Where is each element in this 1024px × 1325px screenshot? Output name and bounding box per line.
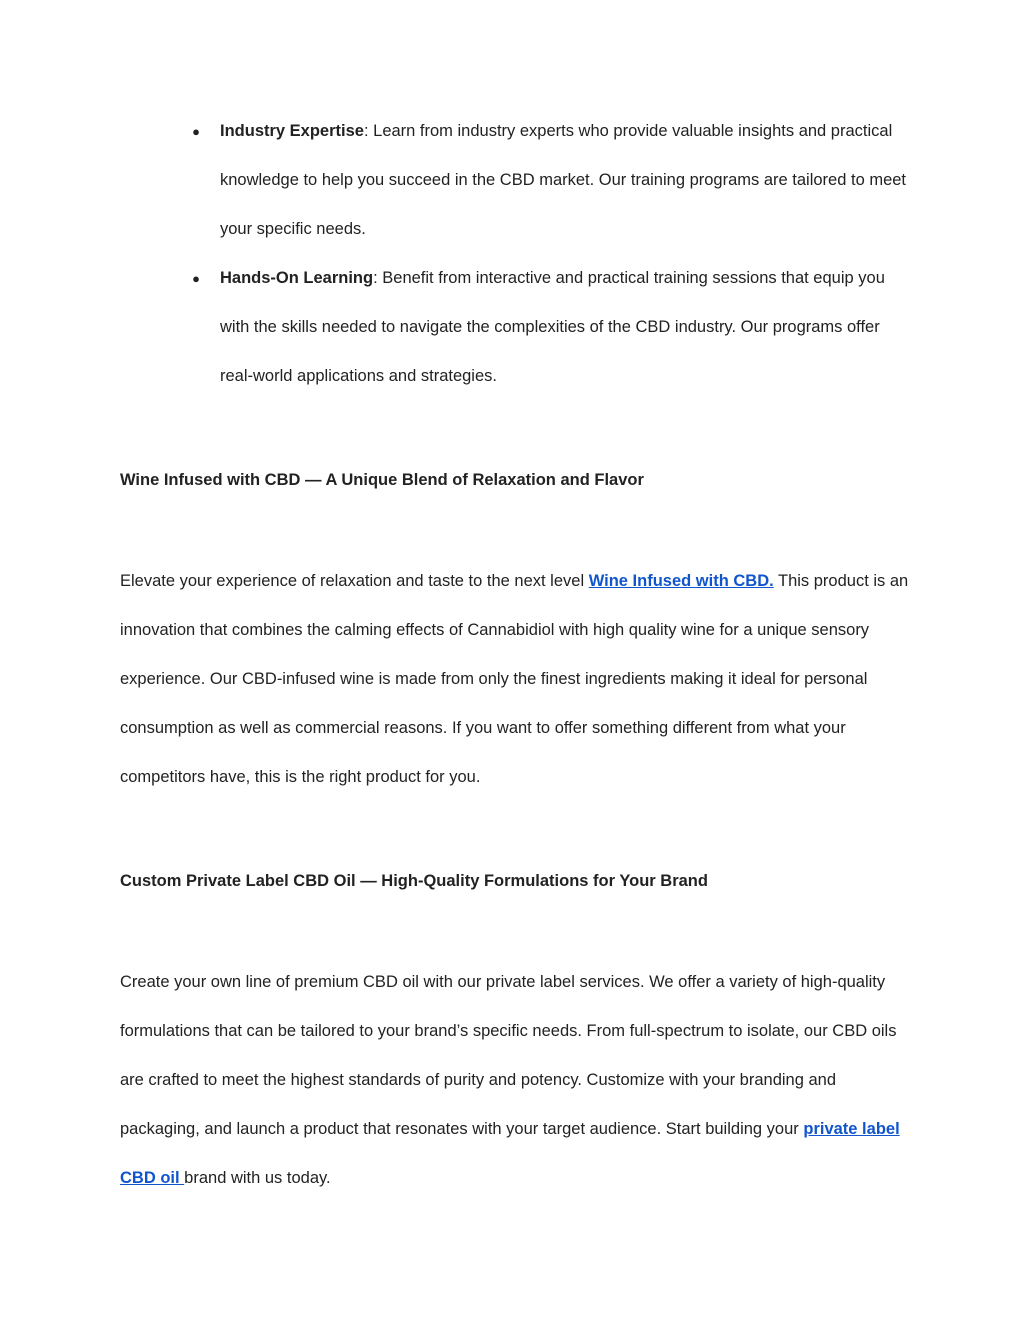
oil-text-after-link: brand with us today. bbox=[184, 1169, 331, 1187]
wine-text-after-link: This product is an innovation that combines the calming effects of Cannabidiol with high quality wine for a unique sensory experience. Our CBD-infused wine is made from only the finest ingredients making it ideal for personal consumption as well as commercial reasons. If you want to offer something different from what your competitors have, this is the right product for you. bbox=[120, 572, 909, 786]
wine-section-paragraph bbox=[120, 557, 910, 802]
bullet-industry-expertise bbox=[186, 107, 916, 254]
bullet-title: Industry Expertise bbox=[220, 122, 364, 140]
feature-bullet-list bbox=[186, 107, 916, 401]
bullet-marker: ● bbox=[192, 271, 200, 286]
oil-section-paragraph bbox=[120, 958, 910, 1203]
wine-text-before-link: Elevate your experience of relaxation and taste to the next level bbox=[120, 572, 589, 590]
private-label-cbd-oil-link[interactable]: private label CBD oil bbox=[120, 1120, 900, 1187]
oil-text-before-link: Create your own line of premium CBD oil with our private label services. We offer a variety of high-quality formulations that can be tailored to your brand’s specific needs. From full-spectrum to isolate, our CBD oils are crafted to meet the highest standards of purity and potency. Customize with your branding and packaging, and launch a product that resonates with your target audience. Start building your bbox=[120, 973, 897, 1138]
bullet-marker: ● bbox=[192, 124, 200, 139]
bullet-text: : Learn from industry experts who provide valuable insights and practical knowledge to help you succeed in the CBD market. Our training programs are tailored to meet your specific needs. bbox=[220, 122, 907, 238]
wine-section-heading: Wine Infused with CBD — A Unique Blend of Relaxation and Flavor bbox=[120, 471, 644, 489]
wine-infused-cbd-link[interactable]: Wine Infused with CBD. bbox=[588, 572, 774, 590]
bullet-title: Hands-On Learning bbox=[220, 269, 374, 287]
bullet-text: : Benefit from interactive and practical training sessions that equip you with the skills needed to navigate the complexities of the CBD industry. Our programs offer real-world applications and strategies. bbox=[220, 269, 885, 385]
oil-section-heading: Custom Private Label CBD Oil — High-Quality Formulations for Your Brand bbox=[120, 872, 708, 890]
bullet-hands-on-learning bbox=[186, 254, 916, 401]
